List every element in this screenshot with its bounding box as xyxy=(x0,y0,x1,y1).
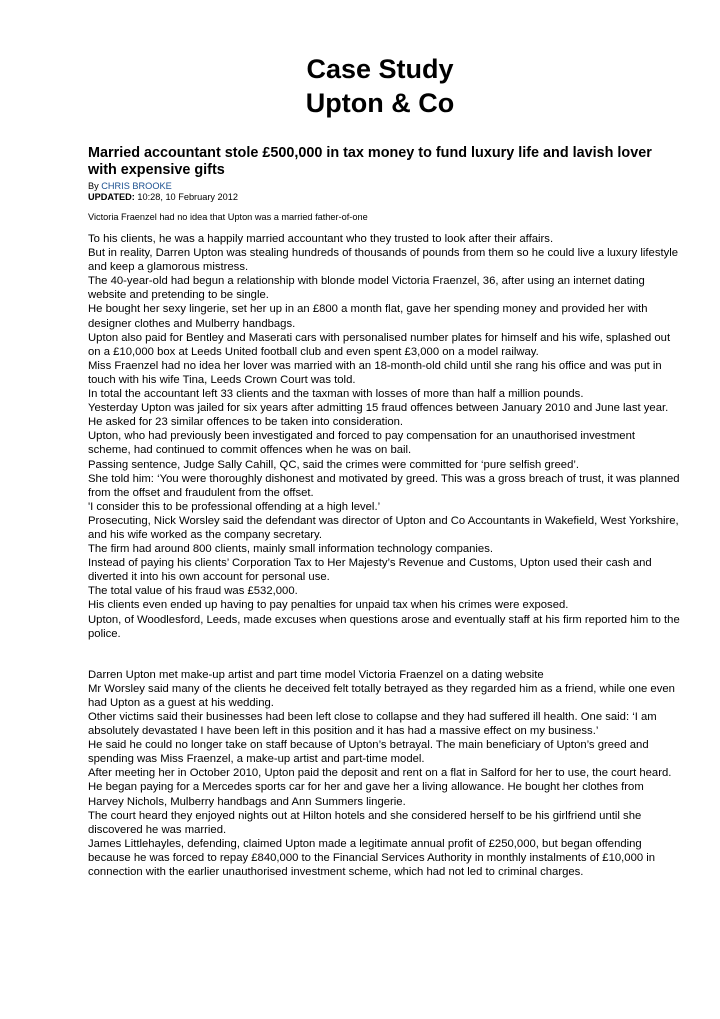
paragraph: After meeting her in October 2010, Upton paid the deposit and rent on a flat in Salford for her to use, the court heard. xyxy=(88,767,672,780)
paragraph: Darren Upton met make-up artist and part time model Victoria Fraenzel on a dating website xyxy=(88,668,544,681)
paragraph: To his clients, he was a happily married accountant who they trusted to look after their affairs. xyxy=(88,233,554,245)
paragraph: She told him: ‘You were thoroughly dishonest and motivated by greed. This was a gross breach of trust, it was planned from the offset and fraudulent from the offset. xyxy=(88,472,680,499)
paragraph: He began paying for a Mercedes sports car for her and gave her a living allowance. He bought her clothes from Harvey Nichols, Mulberry handbags and Ann Summers lingerie. xyxy=(88,781,644,808)
updated-value: 10:28, 10 February 2012 xyxy=(134,192,238,202)
paragraph: But in reality, Darren Upton was stealing hundreds of thousands of pounds from them so he could live a luxury lifestyle and keep a glamorous mistress. xyxy=(88,247,679,274)
author-link[interactable]: CHRIS BROOKE xyxy=(101,181,172,191)
title-line-2: Upton & Co xyxy=(305,88,455,118)
paragraph: The firm had around 800 clients, mainly small information technology companies. xyxy=(88,543,494,556)
paragraph: Mr Worsley said many of the clients he deceived felt totally betrayed as they regarded him as a friend, while one even had Upton as a guest at his wedding. xyxy=(88,682,675,709)
title-line-1: Case Study xyxy=(306,54,454,84)
paragraph: Upton, who had previously been investigated and forced to pay compensation for an unauthorised investment scheme, had continued to commit offences when he was on bail. xyxy=(88,430,635,457)
paragraph: His clients even ended up having to pay penalties for unpaid tax when his crimes were exposed. xyxy=(88,599,569,612)
body-block-1 xyxy=(88,232,680,641)
byline-prefix: By xyxy=(88,181,102,191)
updated-line xyxy=(88,192,680,203)
paragraph: James Littlehayles, defending, claimed Upton made a legitimate annual profit of £250,000, but began offending because he was forced to repay £840,000 to the Financial Services Authority in monthly instalments of £10,000 in connection with the earlier unauthorised investment scheme, which had not led to criminal charges. xyxy=(88,837,656,879)
paragraph: Upton, of Woodlesford, Leeds, made excuses when questions arose and eventually staff at his firm reported him to the police. xyxy=(88,613,680,640)
paragraph: The 40-year-old had begun a relationship with blonde model Victoria Fraenzel, 36, after using an internet dating website and pretending to be single. xyxy=(88,275,645,302)
article xyxy=(88,145,680,879)
paragraph: Upton also paid for Bentley and Maserati cars with personalised number plates for himself and his wife, splashed out on a £10,000 box at Leeds United football club and even spent £3,000 on a model railway. xyxy=(88,331,671,358)
updated-label: UPDATED: xyxy=(88,192,135,202)
paragraph: 'I consider this to be professional offending at a high level.’ xyxy=(88,500,381,513)
page-title xyxy=(0,52,720,120)
paragraph: Passing sentence, Judge Sally Cahill, QC, said the crimes were committed for ‘pure selfish greed’. xyxy=(88,458,580,471)
byline xyxy=(88,181,680,192)
paragraph: The total value of his fraud was £532,000. xyxy=(88,585,298,598)
paragraph: Other victims said their businesses had been left close to collapse and they had suffered ill health. One said: ‘I am absolutely devastated I have been left in this position and it has had a massive effect on my business.’ xyxy=(88,711,657,738)
paragraph: He bought her sexy lingerie, set her up in an £800 a month flat, gave her spending money and provided her with designer clothes and Mulberry handbags. xyxy=(88,303,648,330)
paragraph: Instead of paying his clients’ Corporation Tax to Her Majesty’s Revenue and Customs, Upton used their cash and diverted it into his own account for personal use. xyxy=(88,557,652,584)
image-caption: Victoria Fraenzel had no idea that Upton was a married father-of-one xyxy=(88,212,368,222)
paragraph: Prosecuting, Nick Worsley said the defendant was director of Upton and Co Accountants in Wakefield, West Yorkshire, and his wife worked as the company secretary. xyxy=(88,514,679,541)
paragraph: He said he could no longer take on staff because of Upton’s betrayal. The main beneficiary of Upton’s greed and spending was Miss Fraenzel, a make-up artist and part-time model. xyxy=(88,739,649,766)
paragraph: In total the accountant left 33 clients and the taxman with losses of more than half a million pounds. xyxy=(88,388,584,401)
paragraph: Yesterday Upton was jailed for six years after admitting 15 fraud offences between January 2010 and June last year. He asked for 23 similar offences to be taken into consideration. xyxy=(88,402,669,429)
paragraph: The court heard they enjoyed nights out at Hilton hotels and she considered herself to be his girlfriend until she discovered he was married. xyxy=(88,809,642,836)
paragraph: Miss Fraenzel had no idea her lover was married with an 18-month-old child until she rang his office and was put in touch with his wife Tina, Leeds Crown Court was told. xyxy=(88,359,662,386)
body-block-2 xyxy=(88,668,680,879)
headline: Married accountant stole £500,000 in tax money to fund luxury life and lavish lover with expensive gifts xyxy=(88,145,652,178)
